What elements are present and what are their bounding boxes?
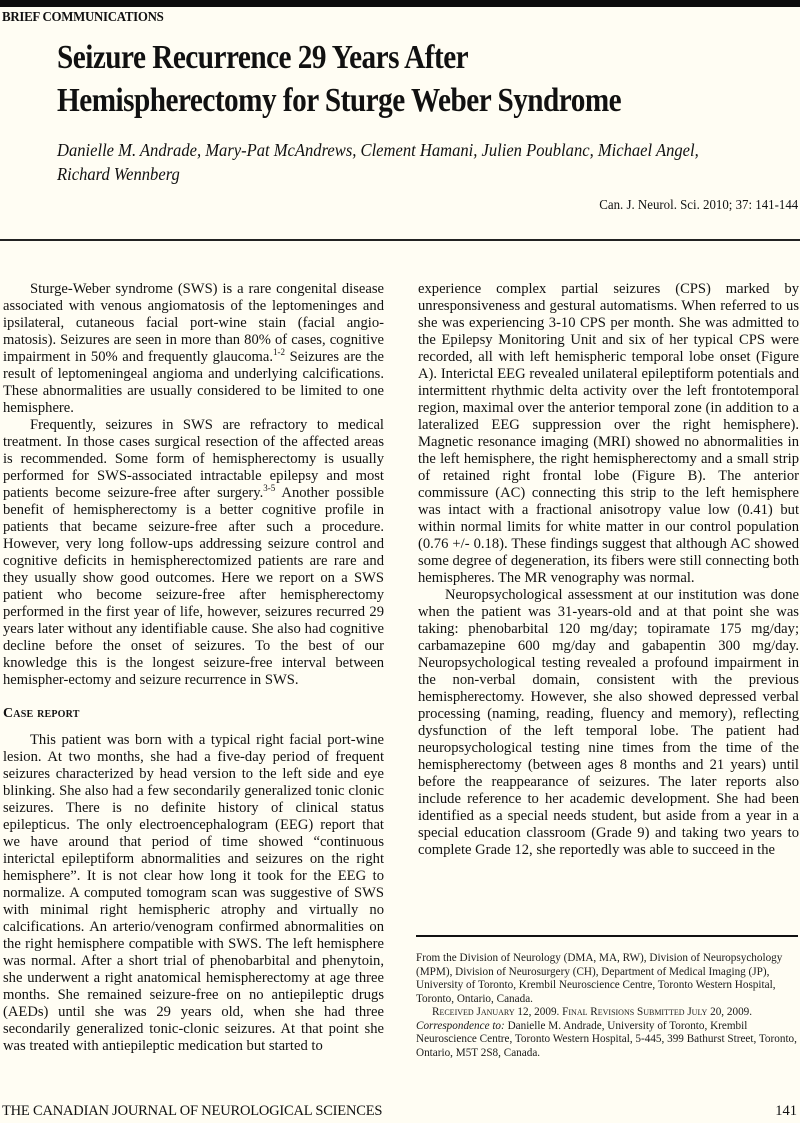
correspondence-label: Correspondence to:	[416, 1019, 505, 1032]
affiliation-note: From the Division of Neurology (DMA, MA, RW), Division of Neuropsychology (MPM), Division of Neurosurgery (CH), Department of Medical Imaging (JP), University of Toronto, Krembil Neuroscience Centre, Toronto Western Hospital, Toronto, Ontario, Canada.	[416, 952, 783, 1005]
journal-name-footer: THE CANADIAN JOURNAL OF NEUROLOGICAL SCIENCES	[2, 1103, 383, 1119]
left-column	[3, 281, 384, 1055]
intro-p1-text-cont: Seizures are the result of leptomeningeal angioma and underlying calcifications. These abnormalities are usually considered to be limited to one hemisphere.	[3, 349, 384, 416]
intro-p2-text-cont: Another possible benefit of hemispherectomy is a better cognitive profile in patients that became seizure-free after such a procedure. However, very long follow-ups addressing seizure control and cognitive deficits in hemispherectomized patients are rare and they usually show good outcomes. Here we report on a SWS patient who become seizure-free after hemispherectomy performed in the first year of life, however, seizures recurred 29 years later without any identifiable cause. She also had cognitive decline before the onset of seizures. To the best of our knowledge this is the longest seizure-free interval between hemispher-ectomy and seizure recurrence in SWS.	[3, 485, 384, 688]
reference-superscript: 3-5	[263, 483, 276, 494]
intro-paragraph-2	[3, 417, 384, 689]
case-paragraph-1-continued: experience complex partial seizures (CPS) marked by unresponsiveness and gestural automatisms. When referred to us she was experiencing 3-10 CPS per month. She was admitted to the Epilepsy Monitoring Unit and six of her typical CPS were recorded, all with left hemispheric temporal lobe onset (Figure A). Interictal EEG revealed unilateral epileptiform potentials and intermittent rhythmic delta activity over the left frontotemporal region, maximal over the anterior temporal zone (in addition to a lateralized EEG suppression over the right hemisphere). Magnetic resonance imaging (MRI) showed no abnormalities in the left hemisphere, the right hemispherectomy and a small strip of retained right frontal lobe (Figure B). The anterior commissure (AC) connecting this strip to the left hemisphere was intact with a fractional anisotropy value low (0.41) but within normal limits for white matter in our control population (0.76 +/- 0.18). These findings suggest that although AC showed some degree of degeneration, its fibers were still connecting both hemispheres. The MR venography was normal.	[418, 281, 799, 586]
footnote-divider	[416, 935, 798, 937]
author-line-1: Danielle M. Andrade, Mary-Pat McAndrews, Clement Hamani, Julien Poublanc, Michael Angel,	[57, 140, 699, 160]
title-line-2: Hemispherectomy for Sturge Weber Syndrome	[57, 82, 622, 119]
author-list	[57, 138, 738, 186]
section-label: BRIEF COMMUNICATIONS	[2, 10, 164, 25]
case-paragraph-2: Neuropsychological assessment at our institution was done when the patient was 31-years-old and at that point she was taking: phenobarbital 120 mg/day; topiramate 175 mg/day; carbamazepine 600 mg/day and gabapentin 300 mg/day. Neuropsychological testing revealed a profound impairment in the non-verbal domain, consistent with the previous hemispherectomy. However, she also showed depressed verbal processing (naming, reading, fluency and memory), reflecting dysfunction of the left temporal lobe. The patient had neuropsychological testing nine times from the time of the hemispherectomy (between ages 8 months and 21 years) until before the reappearance of seizures. The later reports also include reference to her academic development. She had been identified as a special needs student, but aside from a year in a special education classroom (Grade 9) and taking two years to complete Grade 12, she reportedly was able to succeed in the	[418, 587, 799, 858]
header-divider	[0, 239, 800, 241]
reference-superscript: 1-2	[273, 347, 285, 358]
case-paragraph-1: This patient was born with a typical right facial port-wine lesion. At two months, she had a five-day period of frequent seizures characterized by head version to the left side and eye blinking. She also had a few secondarily generalized tonic clonic seizures. There is no definite history of clinical status epilepticus. The only electroencephalogram (EEG) report that we have around that period of time showed “continuous interictal epileptiform abnormalities and seizures on the right hemisphere”. It is not clear how long it took for the EEG to normalize. A computed tomogram scan was suggestive of SWS with minimal right hemispheric atrophy and virtually no calcifications. An arterio/venogram confirmed abnormalities on the right hemisphere compatible with SWS. The left hemisphere was normal. After a short trial of phenobarbital and phenytoin, she underwent a right anatomical hemispherectomy at age three months. She remained seizure-free on no antiepileptic drugs (AEDs) until she was 29 years old, when she had three secondarily generalized tonic-clonic seizures. At that point she was treated with antiepileptic medication but started to	[3, 732, 384, 1054]
correspondence-note	[416, 1020, 800, 1061]
journal-citation: Can. J. Neurol. Sci. 2010; 37: 141-144	[599, 198, 798, 213]
right-column	[418, 281, 799, 859]
article-title	[57, 36, 693, 122]
footnote-block	[416, 952, 800, 1060]
author-line-2: Richard Wennberg	[57, 164, 180, 184]
title-line-1: Seizure Recurrence 29 Years After	[57, 39, 469, 76]
case-report-heading: Case report	[3, 706, 80, 721]
correspondence-address: Danielle M. Andrade, University of Toronto, Krembil Neuroscience Centre, Toronto Western Hospital, 5-445, 399 Bathurst Street, Toronto, Ontario, M5T 2S8, Canada.	[416, 1019, 797, 1059]
intro-p2-text: Frequently, seizures in SWS are refractory to medical treatment. In those cases surgical resection of the affected areas is recommended. Some form of hemispherectomy is usually performed for SWS-associated intractable epilepsy and most patients become seizure-free after surgery.	[3, 417, 384, 501]
page-number: 141	[775, 1103, 797, 1119]
intro-p1-text: Sturge-Weber syndrome (SWS) is a rare congenital disease associated with venous angiomatosis of the leptomeninges and ipsilateral, cutaneous facial port-wine stain (facial angio-matosis). Seizures are seen in more than 80% of cases, cognitive impairment in 50% and frequently glaucoma.	[3, 281, 384, 365]
intro-paragraph-1	[3, 281, 384, 417]
top-black-bar	[0, 0, 800, 7]
received-dates: Received January 12, 2009. Final Revisions Submitted July 20, 2009.	[432, 1006, 753, 1018]
